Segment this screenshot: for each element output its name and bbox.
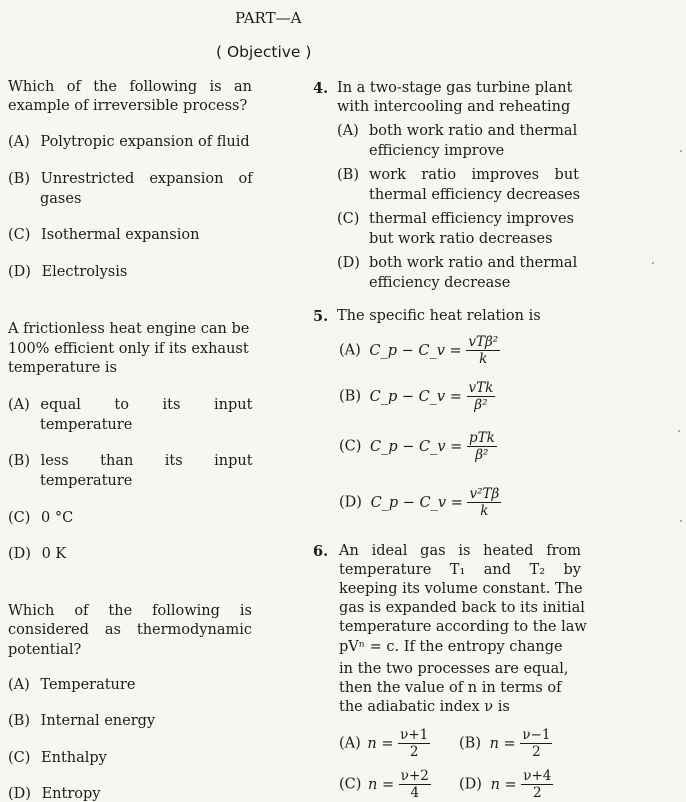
q6-stem-line-5: temperature according to the law xyxy=(339,619,587,635)
q5-option-c: (C) C_p − C_v = $\frac{\text{pTk}}{\text{β²}}$ xyxy=(339,430,495,463)
q6-stem-line-9: the adiabatic index ν is xyxy=(339,699,510,715)
q6-option-c-fraction: $\frac{\nu+2}{4}$ xyxy=(400,768,429,801)
q6-option-d-fraction: $\frac{\nu+4}{2}$ xyxy=(523,768,552,801)
q4-option-a-label: (A) xyxy=(337,123,359,139)
q3-option-d: (D) Electrolysis xyxy=(8,264,128,280)
q-potential-option-b: (B) Internal energy xyxy=(8,713,156,729)
q3-stem-line-1: Which of the following is an xyxy=(8,79,252,95)
q6-number: 6. xyxy=(313,543,329,560)
q3-option-c: (C) Isothermal expansion xyxy=(8,227,200,243)
q6-stem-line-3: keeping its volume constant. The xyxy=(339,581,583,597)
scan-speck xyxy=(652,262,654,264)
q-potential-option-d: (D) Entropy xyxy=(8,786,101,802)
q-engine-stem-line-2: 100% efficient only if its exhaust xyxy=(8,341,249,357)
scan-speck xyxy=(680,520,682,522)
scan-speck xyxy=(680,150,682,152)
q3-option-b-cont: gases xyxy=(40,191,82,207)
q6-option-c: (C) n = $\frac{\nu+2}{4}$ xyxy=(339,768,429,801)
q6-option-b: (B) n = $\frac{\nu-1}{2}$ xyxy=(459,727,551,760)
q-engine-option-d: (D) 0 K xyxy=(8,546,67,562)
q5-option-c-fraction: $\frac{\text{pTk}}{\text{β²}}$ xyxy=(468,430,495,463)
q-engine-option-b-cont: temperature xyxy=(40,473,133,489)
q-engine-stem-line-3: temperature is xyxy=(8,360,117,376)
q5-option-b: (B) C_p − C_v = $\frac{\text{vTk}}{\text{β²}}$ xyxy=(339,380,494,413)
q4-option-d-line-2: efficiency decrease xyxy=(369,275,511,291)
q-potential-stem-line-2: considered as thermodynamic xyxy=(8,622,252,638)
q5-option-d-fraction: $\frac{\text{v²Tβ}}{k}$ xyxy=(469,486,500,519)
q6-option-b-fraction: $\frac{\nu-1}{2}$ xyxy=(522,727,551,760)
q4-option-a-line-1: both work ratio and thermal xyxy=(369,123,578,139)
q4-option-c-line-2: but work ratio decreases xyxy=(369,231,553,247)
q5-number: 5. xyxy=(313,308,329,325)
q4-number: 4. xyxy=(313,80,329,97)
q3-stem-line-2: example of irreversible process? xyxy=(8,98,248,114)
q4-stem-line-1: In a two-stage gas turbine plant xyxy=(337,80,573,96)
q-engine-option-a-cont: temperature xyxy=(40,417,133,433)
q6-stem-line-7: in the two processes are equal, xyxy=(339,661,569,677)
q5-option-d: (D) C_p − C_v = $\frac{\text{v²Tβ}}{k}$ xyxy=(339,486,500,519)
q6-option-d: (D) n = $\frac{\nu+4}{2}$ xyxy=(459,768,552,801)
q6-stem-line-6: pVⁿ = c. If the entropy change xyxy=(339,639,563,655)
q-potential-stem-line-3: potential? xyxy=(8,642,82,658)
q4-option-c-label: (C) xyxy=(337,211,360,227)
q5-option-a-fraction: $\frac{\text{vTβ²}}{k}$ xyxy=(468,334,499,367)
q-engine-option-b: (B) less than its input xyxy=(8,453,253,469)
part-heading: PART—A xyxy=(235,9,302,27)
scan-speck xyxy=(678,430,680,432)
q4-option-a-line-2: efficiency improve xyxy=(369,143,505,159)
q5-option-a: (A) C_p − C_v = $\frac{\text{vTβ²}}{k}$ xyxy=(339,334,499,367)
q4-option-c-line-1: thermal efficiency improves xyxy=(369,211,574,227)
q-engine-option-c: (C) 0 °C xyxy=(8,510,74,526)
q6-stem-line-8: then the value of n in terms of xyxy=(339,680,562,696)
q-potential-option-a: (A) Temperature xyxy=(8,677,136,693)
q-potential-option-c: (C) Enthalpy xyxy=(8,750,107,766)
q3-option-b: (B) Unrestricted expansion of xyxy=(8,171,253,187)
q4-option-d-line-1: both work ratio and thermal xyxy=(369,255,578,271)
q5-stem: The specific heat relation is xyxy=(337,308,541,324)
q5-option-b-fraction: $\frac{\text{vTk}}{\text{β²}}$ xyxy=(468,380,494,413)
q6-stem-line-4: gas is expanded back to its initial xyxy=(339,600,585,616)
q-engine-option-a: (A) equal to its input xyxy=(8,397,253,413)
q4-option-d-label: (D) xyxy=(337,255,360,271)
q6-option-a: (A) n = $\frac{\nu+1}{2}$ xyxy=(339,727,429,760)
q-potential-stem-line-1: Which of the following is xyxy=(8,603,252,619)
q4-stem-line-2: with intercooling and reheating xyxy=(337,99,571,115)
q-engine-stem-line-1: A frictionless heat engine can be xyxy=(8,321,250,337)
q6-stem-line-2: temperature T₁ and T₂ by xyxy=(339,562,581,578)
q6-option-a-fraction: $\frac{\nu+1}{2}$ xyxy=(400,727,429,760)
q4-option-b-label: (B) xyxy=(337,167,359,183)
q6-stem-line-1: An ideal gas is heated from xyxy=(339,543,581,559)
q4-option-b-line-1: work ratio improves but xyxy=(369,167,579,183)
q4-option-b-line-2: thermal efficiency decreases xyxy=(369,187,581,203)
q3-option-a: (A) Polytropic expansion of fluid xyxy=(8,134,250,150)
section-heading: ( Objective ) xyxy=(216,43,312,61)
